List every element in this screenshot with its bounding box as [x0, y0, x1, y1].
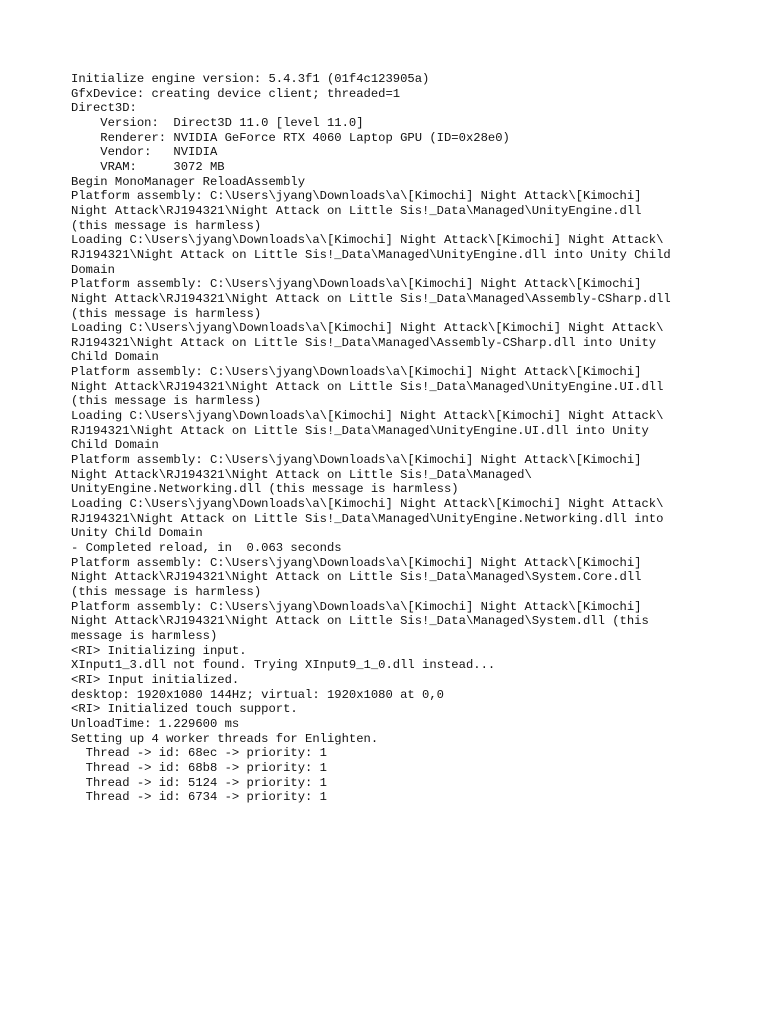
- log-line: message is harmless): [71, 628, 218, 643]
- log-line: Child Domain: [71, 350, 159, 365]
- log-line: <RI> Input initialized.: [71, 672, 240, 687]
- log-line: Thread -> id: 68ec -> priority: 1: [71, 746, 327, 761]
- log-line: Night Attack\RJ194321\Night Attack on Little Sis!_Data\Managed\: [71, 467, 532, 482]
- log-document: [71, 72, 731, 805]
- log-line: RJ194321\Night Attack on Little Sis!_Data\Managed\UnityEngine.Networking.dll into: [71, 511, 664, 526]
- log-line: RJ194321\Night Attack on Little Sis!_Data\Managed\UnityEngine.UI.dll into Unity: [71, 423, 649, 438]
- log-line: UnityEngine.Networking.dll (this message is harmless): [71, 482, 459, 497]
- log-line: Unity Child Domain: [71, 526, 203, 541]
- log-line: Loading C:\Users\jyang\Downloads\a\[Kimochi] Night Attack\[Kimochi] Night Attack\: [71, 409, 664, 424]
- log-line: XInput1_3.dll not found. Trying XInput9_1_0.dll instead...: [71, 658, 496, 673]
- log-line: Begin MonoManager ReloadAssembly: [71, 174, 306, 189]
- log-text-block: [71, 72, 731, 805]
- log-line: (this message is harmless): [71, 218, 262, 233]
- log-line: Night Attack\RJ194321\Night Attack on Little Sis!_Data\Managed\System.dll (this: [71, 614, 649, 629]
- log-line: Night Attack\RJ194321\Night Attack on Little Sis!_Data\Managed\Assembly-CSharp.dll: [71, 291, 671, 306]
- log-line: Platform assembly: C:\Users\jyang\Downloads\a\[Kimochi] Night Attack\[Kimochi]: [71, 453, 642, 468]
- log-line: RJ194321\Night Attack on Little Sis!_Data\Managed\UnityEngine.dll into Unity Child: [71, 247, 671, 262]
- log-line: Platform assembly: C:\Users\jyang\Downloads\a\[Kimochi] Night Attack\[Kimochi]: [71, 189, 642, 204]
- log-line: Direct3D:: [71, 101, 137, 116]
- log-line: Setting up 4 worker threads for Enlighten.: [71, 731, 379, 746]
- log-line: RJ194321\Night Attack on Little Sis!_Data\Managed\Assembly-CSharp.dll into Unity: [71, 335, 657, 350]
- log-line: Platform assembly: C:\Users\jyang\Downloads\a\[Kimochi] Night Attack\[Kimochi]: [71, 277, 642, 292]
- log-line: UnloadTime: 1.229600 ms: [71, 716, 240, 731]
- log-line: (this message is harmless): [71, 394, 262, 409]
- log-line: Thread -> id: 68b8 -> priority: 1: [71, 760, 327, 775]
- log-line: - Completed reload, in 0.063 seconds: [71, 541, 342, 555]
- log-line: Version: Direct3D 11.0 [level 11.0]: [71, 115, 364, 130]
- log-line: Loading C:\Users\jyang\Downloads\a\[Kimochi] Night Attack\[Kimochi] Night Attack\: [71, 497, 664, 512]
- log-line: Platform assembly: C:\Users\jyang\Downloads\a\[Kimochi] Night Attack\[Kimochi]: [71, 599, 642, 614]
- log-line: GfxDevice: creating device client; threaded=1: [71, 86, 401, 101]
- log-line: (this message is harmless): [71, 584, 262, 599]
- log-line: (this message is harmless): [71, 306, 262, 321]
- log-line: <RI> Initialized touch support.: [71, 702, 298, 717]
- log-line: Night Attack\RJ194321\Night Attack on Little Sis!_Data\Managed\UnityEngine.dll: [71, 203, 642, 218]
- log-line: Initialize engine version: 5.4.3f1 (01f4c123905a): [71, 72, 430, 86]
- log-line: Night Attack\RJ194321\Night Attack on Little Sis!_Data\Managed\System.Core.dll: [71, 570, 642, 585]
- log-line: Renderer: NVIDIA GeForce RTX 4060 Laptop GPU (ID=0x28e0): [71, 130, 510, 145]
- log-line: Thread -> id: 5124 -> priority: 1: [71, 775, 327, 790]
- log-line: Loading C:\Users\jyang\Downloads\a\[Kimochi] Night Attack\[Kimochi] Night Attack\: [71, 321, 664, 336]
- log-line: Vendor: NVIDIA: [71, 145, 218, 160]
- log-line: Platform assembly: C:\Users\jyang\Downloads\a\[Kimochi] Night Attack\[Kimochi]: [71, 555, 642, 570]
- log-line: VRAM: 3072 MB: [71, 159, 225, 174]
- log-line: Loading C:\Users\jyang\Downloads\a\[Kimochi] Night Attack\[Kimochi] Night Attack\: [71, 233, 664, 248]
- log-line: <RI> Initializing input.: [71, 643, 247, 658]
- log-line: Night Attack\RJ194321\Night Attack on Little Sis!_Data\Managed\UnityEngine.UI.dll: [71, 379, 664, 394]
- log-line: Child Domain: [71, 438, 159, 453]
- log-line: desktop: 1920x1080 144Hz; virtual: 1920x1080 at 0,0: [71, 687, 444, 702]
- log-line: Domain: [71, 262, 115, 277]
- log-line: Thread -> id: 6734 -> priority: 1: [71, 790, 327, 805]
- log-line: Platform assembly: C:\Users\jyang\Downloads\a\[Kimochi] Night Attack\[Kimochi]: [71, 365, 642, 380]
